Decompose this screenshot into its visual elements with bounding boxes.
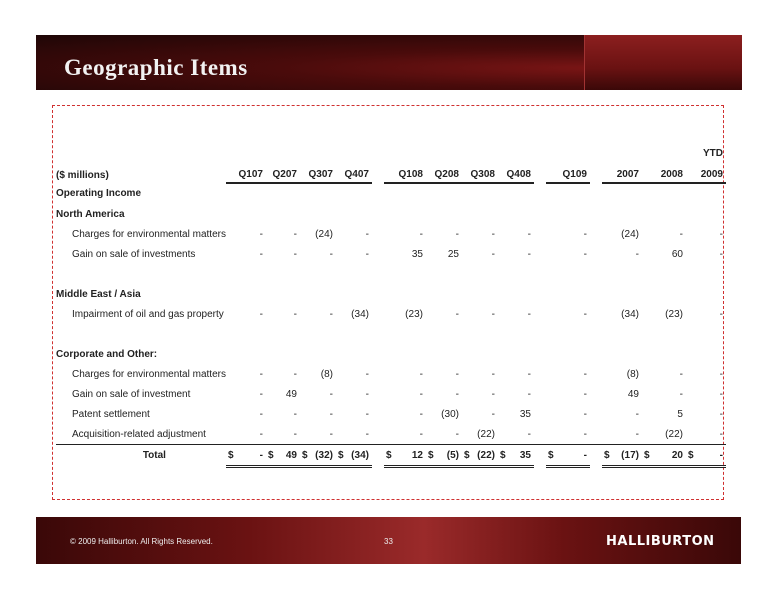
currency-symbol: $ — [463, 449, 470, 461]
cell-value: - — [259, 408, 263, 420]
cell-value: (34) — [621, 308, 639, 320]
currency-symbol: $ — [499, 449, 506, 461]
total-value — [602, 445, 642, 467]
currency-symbol: $ — [301, 449, 308, 461]
cell-value: - — [583, 368, 587, 380]
total-value — [462, 445, 498, 467]
total-amount: (22) — [477, 449, 495, 461]
cell-value: - — [419, 368, 423, 380]
cell-value: - — [293, 368, 297, 380]
cell-value: - — [719, 228, 723, 240]
cell-value: (24) — [315, 228, 333, 240]
cell-value: (22) — [665, 428, 683, 440]
cell-value: (22) — [477, 428, 495, 440]
cell-value: - — [679, 368, 683, 380]
cell-value: (8) — [626, 368, 639, 380]
total-value — [546, 445, 590, 467]
section-label: Middle East / Asia — [56, 288, 141, 300]
section-label: Operating Income — [56, 188, 142, 199]
currency-symbol: $ — [427, 449, 434, 461]
cell-value: - — [455, 368, 459, 380]
cell-value: - — [583, 428, 587, 440]
total-amount: 20 — [671, 449, 683, 461]
total-amount: (17) — [621, 449, 639, 461]
total-value — [498, 445, 534, 467]
cell-value: - — [365, 408, 369, 420]
header-banner — [36, 35, 741, 90]
cell-value: - — [419, 228, 423, 240]
cell-value: - — [491, 308, 495, 320]
table-row — [56, 404, 726, 424]
column-header: Q307 — [300, 160, 336, 183]
cell-value: - — [583, 388, 587, 400]
units-label: ($ millions) — [56, 170, 109, 181]
cell-value: - — [635, 428, 639, 440]
currency-symbol: $ — [337, 449, 344, 461]
column-header: Q109 — [546, 160, 590, 183]
cell-value: - — [491, 368, 495, 380]
cell-value: - — [719, 428, 723, 440]
cell-value: - — [455, 228, 459, 240]
cell-value: - — [329, 388, 333, 400]
cell-value: - — [679, 228, 683, 240]
cell-value: - — [719, 368, 723, 380]
column-header: 2008 — [642, 160, 686, 183]
currency-symbol: $ — [687, 449, 694, 461]
cell-value: - — [293, 408, 297, 420]
table-row — [56, 304, 726, 324]
cell-value: - — [329, 248, 333, 260]
column-header: Q108 — [384, 160, 426, 183]
cell-value: - — [719, 408, 723, 420]
cell-value: - — [293, 308, 297, 320]
table-row — [56, 224, 726, 244]
header-accent-panel — [584, 35, 742, 90]
total-value — [426, 445, 462, 467]
column-header: Q107 — [226, 160, 266, 183]
total-value — [226, 445, 266, 467]
cell-value: - — [365, 248, 369, 260]
cell-value: - — [329, 308, 333, 320]
total-amount: (32) — [315, 449, 333, 461]
table-row — [56, 324, 726, 344]
cell-value: - — [491, 408, 495, 420]
section-label: Corporate and Other: — [56, 348, 158, 360]
table-row — [56, 146, 726, 160]
table-row — [56, 344, 726, 364]
cell-value: - — [455, 428, 459, 440]
cell-value: - — [329, 408, 333, 420]
cell-value: - — [259, 388, 263, 400]
cell-value: - — [419, 428, 423, 440]
row-label: Patent settlement — [72, 408, 150, 420]
currency-symbol: $ — [385, 449, 392, 461]
total-amount: - — [583, 449, 587, 461]
row-label: Gain on sale of investment — [72, 388, 191, 400]
column-header: Q408 — [498, 160, 534, 183]
cell-value: 60 — [671, 248, 683, 260]
total-value — [384, 445, 426, 467]
ytd-header: YTD — [702, 147, 723, 159]
total-value — [336, 445, 372, 467]
cell-value: (8) — [320, 368, 333, 380]
section-label: North America — [56, 208, 125, 220]
cell-value: - — [365, 368, 369, 380]
cell-value: - — [329, 428, 333, 440]
table-row — [56, 204, 726, 224]
cell-value: - — [719, 388, 723, 400]
table-row — [56, 264, 726, 284]
cell-value: - — [527, 388, 531, 400]
cell-value: - — [455, 388, 459, 400]
cell-value: - — [527, 428, 531, 440]
cell-value: - — [719, 308, 723, 320]
cell-value: - — [259, 228, 263, 240]
cell-value: - — [259, 308, 263, 320]
total-value — [300, 445, 336, 467]
total-value — [642, 445, 686, 467]
cell-value: - — [635, 408, 639, 420]
cell-value: - — [635, 248, 639, 260]
cell-value: - — [491, 388, 495, 400]
cell-value: 35 — [411, 248, 423, 260]
cell-value: - — [259, 248, 263, 260]
total-amount: - — [259, 449, 263, 461]
total-amount: 35 — [519, 449, 531, 461]
cell-value: - — [365, 428, 369, 440]
row-label: Impairment of oil and gas property — [72, 308, 224, 320]
table-row — [56, 244, 726, 264]
total-amount: - — [719, 449, 723, 461]
geographic-items-table — [56, 146, 726, 468]
cell-value: - — [583, 308, 587, 320]
cell-value: 5 — [677, 408, 683, 420]
table-row — [56, 424, 726, 445]
currency-symbol: $ — [547, 449, 554, 461]
cell-value: - — [293, 248, 297, 260]
table-row — [56, 445, 726, 467]
column-header: Q208 — [426, 160, 462, 183]
cell-value: - — [259, 428, 263, 440]
page-number: 33 — [384, 537, 393, 546]
cell-value: 49 — [285, 388, 297, 400]
footer-banner — [36, 517, 741, 564]
table-row — [56, 284, 726, 304]
currency-symbol: $ — [267, 449, 274, 461]
cell-value: (34) — [351, 308, 369, 320]
currency-symbol: $ — [603, 449, 610, 461]
cell-value: - — [527, 368, 531, 380]
row-label: Acquisition-related adjustment — [72, 428, 206, 440]
total-value — [686, 445, 726, 467]
total-amount: (34) — [351, 449, 369, 461]
cell-value: 25 — [447, 248, 459, 260]
halliburton-logo: HALLIBURTON — [606, 534, 715, 549]
cell-value: - — [365, 388, 369, 400]
cell-value: 35 — [519, 408, 531, 420]
total-amount: 49 — [285, 449, 297, 461]
cell-value: - — [583, 248, 587, 260]
copyright-text: © 2009 Halliburton. All Rights Reserved. — [70, 537, 213, 546]
column-header: Q207 — [266, 160, 300, 183]
table-row — [56, 384, 726, 404]
row-label: Gain on sale of investments — [72, 248, 196, 260]
column-header: Q407 — [336, 160, 372, 183]
cell-value: - — [583, 228, 587, 240]
table-row — [56, 160, 726, 183]
column-header: 2007 — [602, 160, 642, 183]
cell-value: - — [293, 428, 297, 440]
currency-symbol: $ — [227, 449, 234, 461]
cell-value: - — [365, 228, 369, 240]
cell-value: (23) — [665, 308, 683, 320]
row-label: Charges for environmental matters — [72, 228, 226, 240]
cell-value: (30) — [441, 408, 459, 420]
column-header: Q308 — [462, 160, 498, 183]
cell-value: - — [719, 248, 723, 260]
currency-symbol: $ — [643, 449, 650, 461]
cell-value: - — [419, 388, 423, 400]
table-row — [56, 183, 726, 204]
cell-value: (23) — [405, 308, 423, 320]
cell-value: - — [491, 248, 495, 260]
cell-value: - — [259, 368, 263, 380]
page-title: Geographic Items — [64, 55, 248, 80]
total-value — [266, 445, 300, 467]
table-row — [56, 364, 726, 384]
cell-value: - — [679, 388, 683, 400]
total-amount: 12 — [411, 449, 423, 461]
cell-value: - — [527, 228, 531, 240]
cell-value: - — [455, 308, 459, 320]
total-label: Total — [56, 445, 226, 467]
column-header: 2009 — [686, 160, 726, 183]
cell-value: - — [419, 408, 423, 420]
cell-value: 49 — [627, 388, 639, 400]
cell-value: - — [527, 308, 531, 320]
row-label: Charges for environmental matters — [72, 368, 226, 380]
cell-value: - — [293, 228, 297, 240]
cell-value: - — [583, 408, 587, 420]
cell-value: - — [527, 248, 531, 260]
cell-value: (24) — [621, 228, 639, 240]
total-amount: (5) — [446, 449, 459, 461]
cell-value: - — [491, 228, 495, 240]
